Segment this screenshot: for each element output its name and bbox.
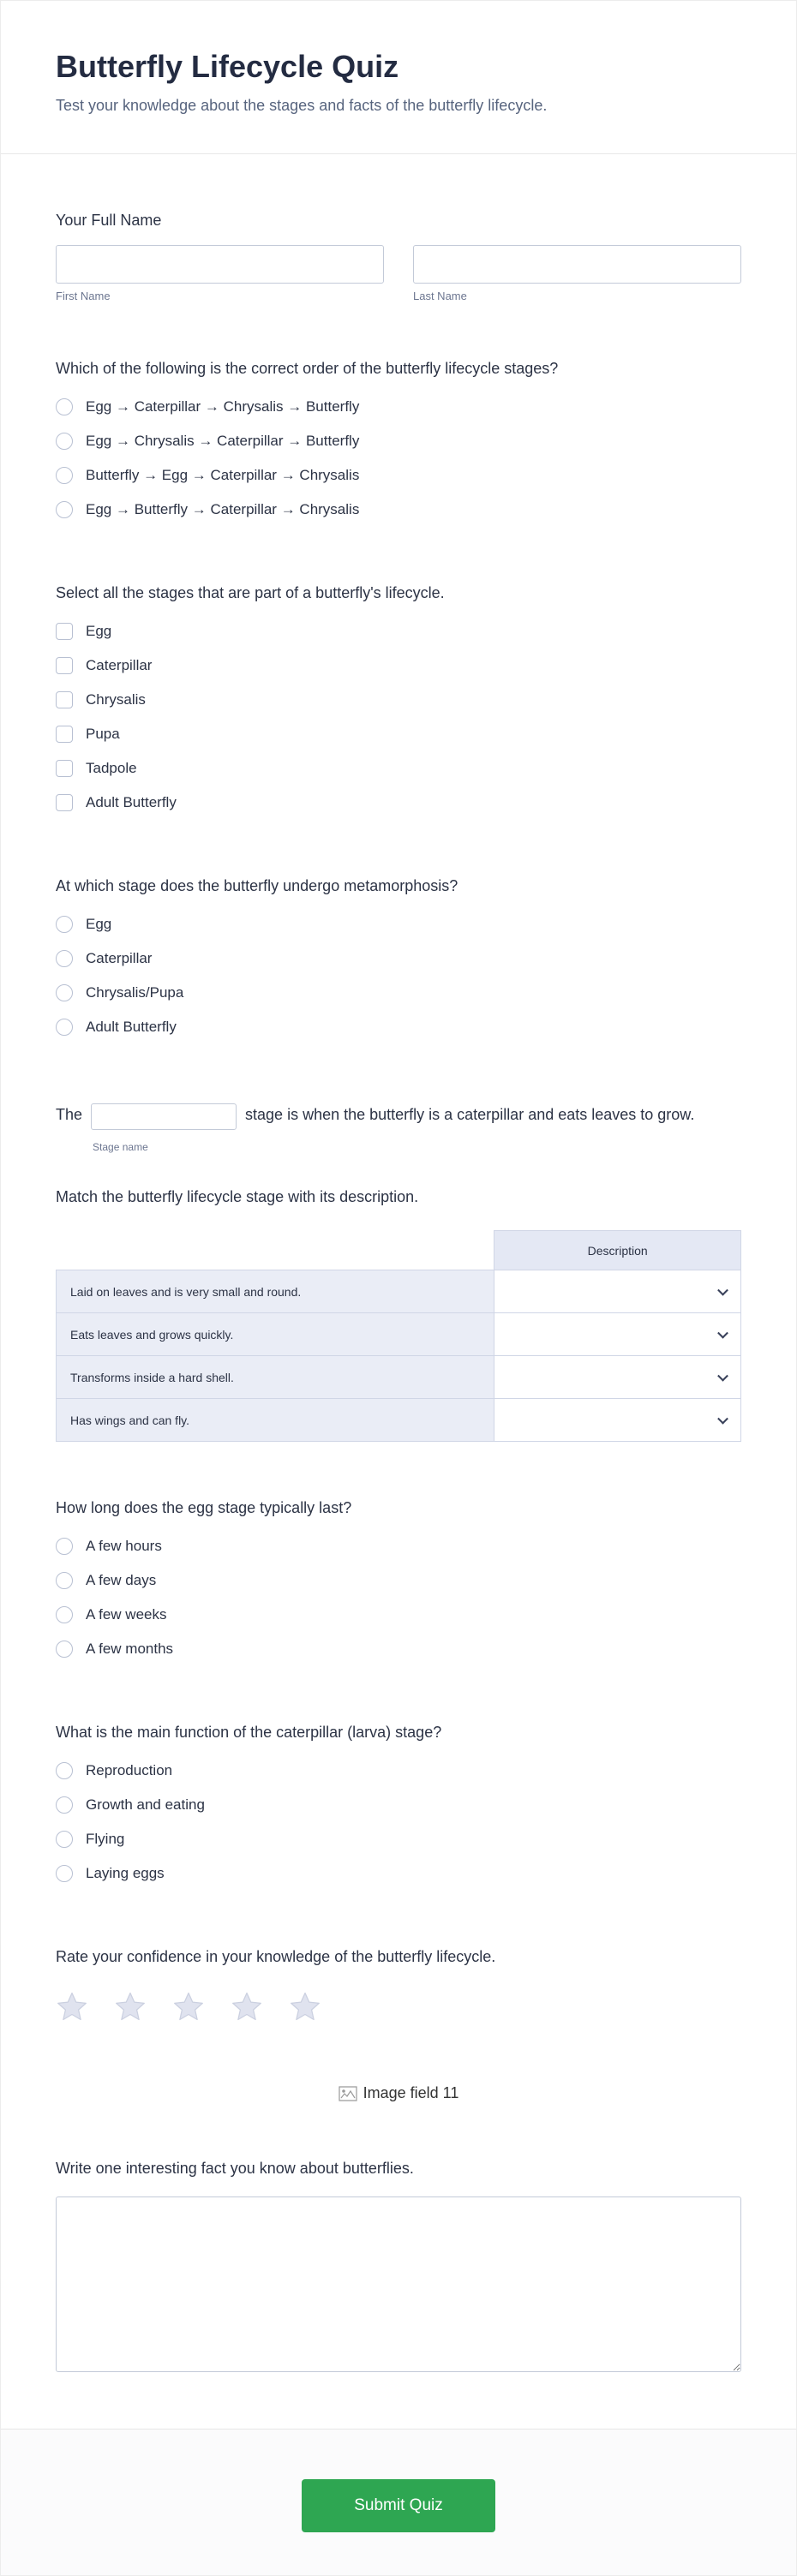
fact-textarea[interactable]	[56, 2196, 741, 2372]
radio-group	[56, 1754, 741, 1891]
matrix-table	[56, 1230, 741, 1442]
radio-icon[interactable]	[56, 433, 73, 450]
option-label: A few months	[86, 1641, 174, 1658]
option-label: Caterpillar	[86, 950, 153, 966]
option-label: Egg → Chrysalis → Caterpillar → Butterfly	[86, 433, 360, 449]
question-label: Which of the following is the correct order of the butterfly lifecycle stages?	[56, 360, 559, 377]
form-title: Butterfly Lifecycle Quiz	[56, 49, 399, 84]
chevron-down-icon	[717, 1285, 728, 1296]
fullname-row	[56, 245, 741, 302]
checkbox-option[interactable]	[56, 614, 741, 648]
question-label: How long does the egg stage typically last?	[56, 1499, 352, 1517]
matrix-row	[57, 1270, 741, 1313]
star-icon[interactable]	[231, 1990, 263, 2023]
checkbox-option[interactable]	[56, 648, 741, 683]
matrix-dropdown[interactable]	[494, 1399, 741, 1442]
star-icon[interactable]	[114, 1990, 147, 2023]
option-label: Adult Butterfly	[86, 794, 177, 810]
last-name-group	[413, 245, 741, 302]
checkbox-icon[interactable]	[56, 623, 73, 640]
option-label: Caterpillar	[86, 657, 153, 673]
radio-option[interactable]	[56, 458, 741, 493]
fill-blank-sublabel: Stage name	[93, 1141, 148, 1154]
option-label: Egg	[86, 623, 112, 639]
matrix-corner-cell	[57, 1231, 494, 1270]
fill-blank-input[interactable]	[91, 1103, 237, 1130]
star-icon[interactable]	[289, 1990, 321, 2023]
question-label: Write one interesting fact you know about butterflies.	[56, 2160, 414, 2178]
option-label: Pupa	[86, 726, 120, 742]
question-rating	[56, 1945, 741, 2023]
radio-icon[interactable]	[56, 1641, 73, 1658]
radio-icon[interactable]	[56, 1019, 73, 1036]
fill-blank-field-group	[91, 1100, 237, 1154]
checkbox-option[interactable]	[56, 683, 741, 717]
radio-icon[interactable]	[56, 1762, 73, 1779]
radio-group	[56, 907, 741, 1044]
checkbox-option[interactable]	[56, 717, 741, 751]
last-name-input[interactable]	[413, 245, 741, 284]
radio-group	[56, 390, 741, 527]
checkbox-icon[interactable]	[56, 691, 73, 708]
question-fact	[56, 2157, 741, 2372]
last-name-sublabel: Last Name	[413, 290, 467, 302]
matrix-header-row	[57, 1231, 741, 1270]
matrix-column-header: Description	[494, 1231, 741, 1270]
matrix-dropdown[interactable]	[494, 1313, 741, 1356]
radio-option[interactable]	[56, 1598, 741, 1632]
option-label: A few days	[86, 1572, 157, 1589]
radio-icon[interactable]	[56, 501, 73, 518]
star-icon[interactable]	[56, 1990, 88, 2023]
broken-image-icon	[339, 2086, 357, 2101]
question-larva-function	[56, 1721, 741, 1891]
radio-icon[interactable]	[56, 1606, 73, 1623]
matrix-row	[57, 1399, 741, 1442]
form-subtitle: Test your knowledge about the stages and facts of the butterfly lifecycle.	[56, 97, 548, 114]
checkbox-icon[interactable]	[56, 657, 73, 674]
chevron-down-icon	[717, 1328, 728, 1339]
radio-icon[interactable]	[56, 950, 73, 967]
radio-option[interactable]	[56, 1010, 741, 1044]
checkbox-icon[interactable]	[56, 760, 73, 777]
radio-icon[interactable]	[56, 984, 73, 1001]
option-label: Butterfly → Egg → Caterpillar → Chrysalis	[86, 467, 360, 483]
option-label: Egg	[86, 916, 112, 932]
chevron-down-icon	[717, 1371, 728, 1382]
radio-icon[interactable]	[56, 1538, 73, 1555]
matrix-row	[57, 1313, 741, 1356]
chevron-down-icon	[717, 1414, 728, 1425]
radio-icon[interactable]	[56, 1796, 73, 1814]
star-icon[interactable]	[172, 1990, 205, 2023]
question-lifecycle-order	[56, 357, 741, 527]
radio-option[interactable]	[56, 976, 741, 1010]
question-fullname	[56, 209, 741, 302]
option-label: Chrysalis	[86, 691, 146, 708]
radio-option[interactable]	[56, 493, 741, 527]
radio-icon[interactable]	[56, 1831, 73, 1848]
option-label: A few hours	[86, 1538, 162, 1555]
radio-icon[interactable]	[56, 1865, 73, 1882]
first-name-input[interactable]	[56, 245, 384, 284]
radio-option[interactable]	[56, 1529, 741, 1563]
matrix-dropdown[interactable]	[494, 1356, 741, 1399]
option-label: Chrysalis/Pupa	[86, 984, 184, 1001]
option-label: Egg → Butterfly → Caterpillar → Chrysalis	[86, 501, 360, 517]
fill-blank-question	[56, 1099, 737, 1154]
option-label: A few weeks	[86, 1606, 167, 1623]
option-label: Egg → Caterpillar → Chrysalis → Butterfly	[86, 398, 360, 415]
question-egg-duration	[56, 1497, 741, 1666]
question-label: Rate your confidence in your knowledge of the butterfly lifecycle.	[56, 1948, 496, 1966]
radio-option[interactable]	[56, 390, 741, 424]
radio-option[interactable]	[56, 907, 741, 941]
question-select-stages	[56, 582, 741, 820]
radio-option[interactable]	[56, 1754, 741, 1788]
first-name-sublabel: First Name	[56, 290, 111, 302]
question-label: Select all the stages that are part of a butterfly's lifecycle.	[56, 584, 445, 601]
radio-icon[interactable]	[56, 467, 73, 484]
first-name-group	[56, 245, 384, 302]
matrix-row	[57, 1356, 741, 1399]
question-matrix-match	[56, 1186, 741, 1442]
radio-icon[interactable]	[56, 1572, 73, 1589]
radio-option[interactable]	[56, 1563, 741, 1598]
radio-option[interactable]	[56, 1788, 741, 1822]
image-alt-text: Image field 11	[363, 2084, 459, 2102]
checkbox-group	[56, 614, 741, 820]
option-label: Flying	[86, 1831, 125, 1848]
question-metamorphosis	[56, 875, 741, 1044]
matrix-row-label: Eats leaves and grows quickly.	[57, 1313, 494, 1356]
radio-group	[56, 1529, 741, 1666]
form-header	[1, 1, 796, 154]
fullname-label: Your Full Name	[56, 212, 162, 229]
matrix-row-label: Transforms inside a hard shell.	[57, 1356, 494, 1399]
radio-icon[interactable]	[56, 916, 73, 933]
radio-option[interactable]	[56, 424, 741, 458]
fill-blank-text-before: The	[56, 1106, 83, 1123]
question-label: Match the butterfly lifecycle stage with its description.	[56, 1188, 419, 1206]
checkbox-option[interactable]	[56, 751, 741, 786]
image-field	[56, 2084, 741, 2102]
question-label: What is the main function of the caterpillar (larva) stage?	[56, 1724, 442, 1742]
matrix-dropdown[interactable]	[494, 1270, 741, 1313]
form-body	[1, 154, 796, 2372]
matrix-row-label: Has wings and can fly.	[57, 1399, 494, 1442]
option-label: Adult Butterfly	[86, 1019, 177, 1035]
option-label: Tadpole	[86, 760, 137, 776]
checkbox-icon[interactable]	[56, 726, 73, 743]
option-label: Growth and eating	[86, 1796, 205, 1814]
radio-option[interactable]	[56, 1856, 741, 1891]
submit-button[interactable]: Submit Quiz	[302, 2479, 495, 2532]
radio-icon[interactable]	[56, 398, 73, 415]
star-rating	[56, 1990, 741, 2023]
checkbox-option[interactable]	[56, 786, 741, 820]
radio-option[interactable]	[56, 941, 741, 976]
checkbox-icon[interactable]	[56, 794, 73, 811]
radio-option[interactable]	[56, 1822, 741, 1856]
matrix-row-label: Laid on leaves and is very small and round.	[57, 1270, 494, 1313]
option-label: Laying eggs	[86, 1865, 165, 1882]
question-label: At which stage does the butterfly undergo metamorphosis?	[56, 877, 458, 894]
option-label: Reproduction	[86, 1762, 173, 1779]
radio-option[interactable]	[56, 1632, 741, 1666]
fill-blank-text-after: stage is when the butterfly is a caterpillar and eats leaves to grow.	[245, 1106, 695, 1123]
form-footer	[1, 2429, 796, 2575]
